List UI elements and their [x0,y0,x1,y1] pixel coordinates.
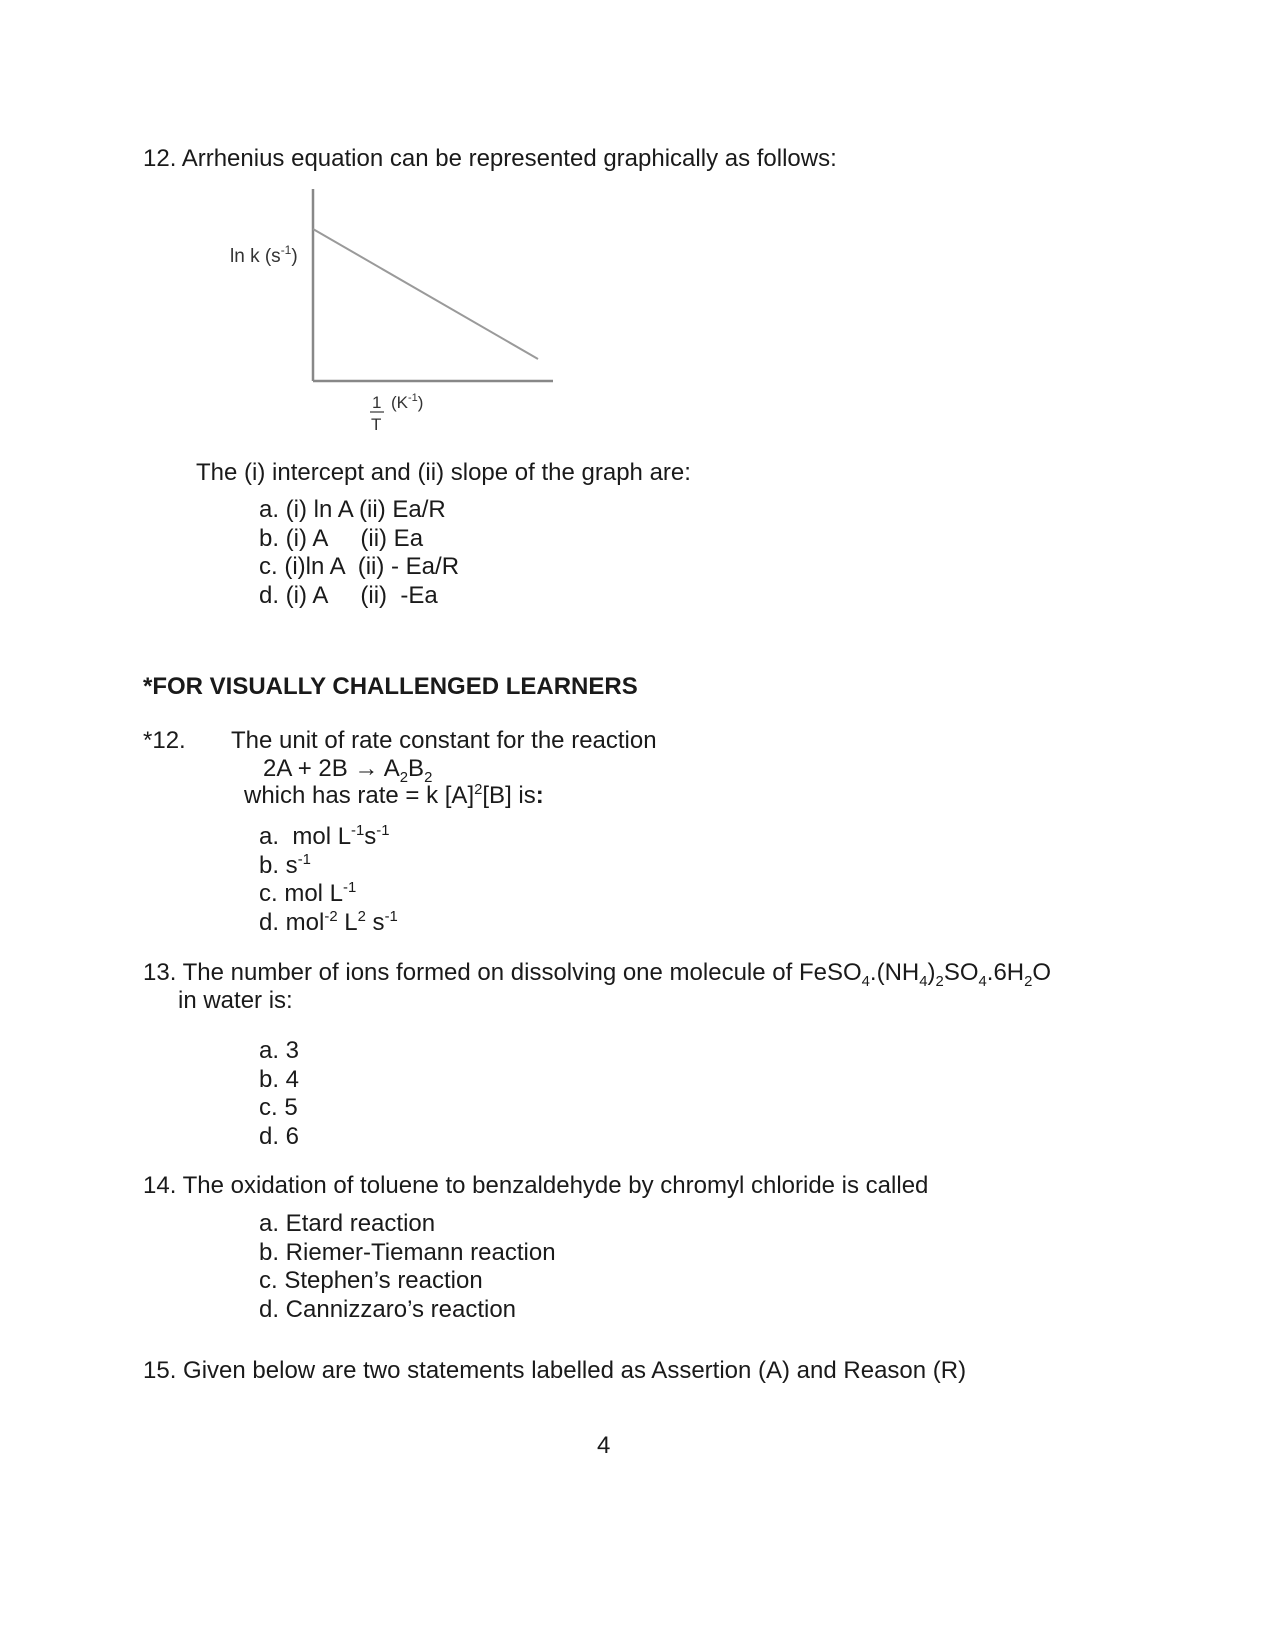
question-text: The oxidation of toluene to benzaldehyde by chromyl chloride is called [182,1172,929,1199]
question-12-alt-options [259,823,398,938]
question-number: 12. [143,145,177,172]
y-axis-label: ln k $(s^{-1})$ [230,243,298,267]
question-15 [143,1357,966,1385]
option-b: b. $s^{-1}$ [259,851,311,879]
option-d: d. (i) A (ii) -Ea [259,582,438,610]
arrhenius-graph [225,185,585,455]
rate-law: which has rate = k $[A]^2[B]$ is: [244,782,544,809]
x-axis-denominator: T [371,415,382,434]
option-a: a. 3 [259,1037,300,1064]
question-number: 15. [143,1357,177,1384]
reaction-equation: $2A + 2B \to A_2B_2$ [263,755,433,786]
question-number: 13. [143,959,177,986]
question-13 [143,959,1052,990]
data-line [313,229,538,359]
option-d: d. mol$^{-2}$ $L^2$ $s^{-1}$ [259,909,398,937]
question-12-subtext: The (i) intercept and (ii) slope of the graph are: [196,459,691,486]
question-text: Arrhenius equation can be represented graphically as follows: [181,145,837,172]
option-d: d. 6 [259,1123,300,1151]
option-b: b. 4 [259,1065,300,1093]
option-a: a. (i) ln A (ii) Ea/R [259,496,446,523]
option-b: b. (i) A (ii) Ea [259,524,424,552]
question-12-alt-number: *12. [143,727,186,754]
question-12-alt-text: The unit of rate constant for the reaction [231,727,657,754]
option-c: c. (i)ln A (ii) - Ea/R [259,553,460,581]
option-c: c. Stephen’s reaction [259,1267,483,1295]
option-c: c. mol $L^{-1}$ [259,880,357,908]
question-12 [143,145,837,173]
question-12-options [259,496,459,611]
x-axis-unit: $(K^{-1})$ [391,392,424,412]
option-a: a. Etard reaction [259,1210,436,1237]
option-d: d. Cannizzaro’s reaction [259,1296,517,1324]
question-text: Given below are two statements labelled as Assertion (A) and Reason (R) [183,1357,967,1384]
question-14 [143,1172,928,1200]
section-heading: *FOR VISUALLY CHALLENGED LEARNERS [143,673,638,700]
question-text: The number of ions formed on dissolving one molecule of $FeSO_4.(NH_4)_2SO_4.6H_2O$ [182,959,1052,990]
option-c: c. 5 [259,1094,298,1122]
option-b: b. Riemer-Tiemann reaction [259,1238,556,1266]
option-a: a. mol $L^{-1}s^{-1}$ [259,823,390,850]
question-13-line2: in water is: [178,987,293,1014]
page-number: 4 [597,1432,611,1459]
question-14-options [259,1210,556,1325]
question-number: 14. [143,1172,177,1199]
question-13-options [259,1037,299,1152]
x-axis-numerator: 1 [372,393,382,412]
